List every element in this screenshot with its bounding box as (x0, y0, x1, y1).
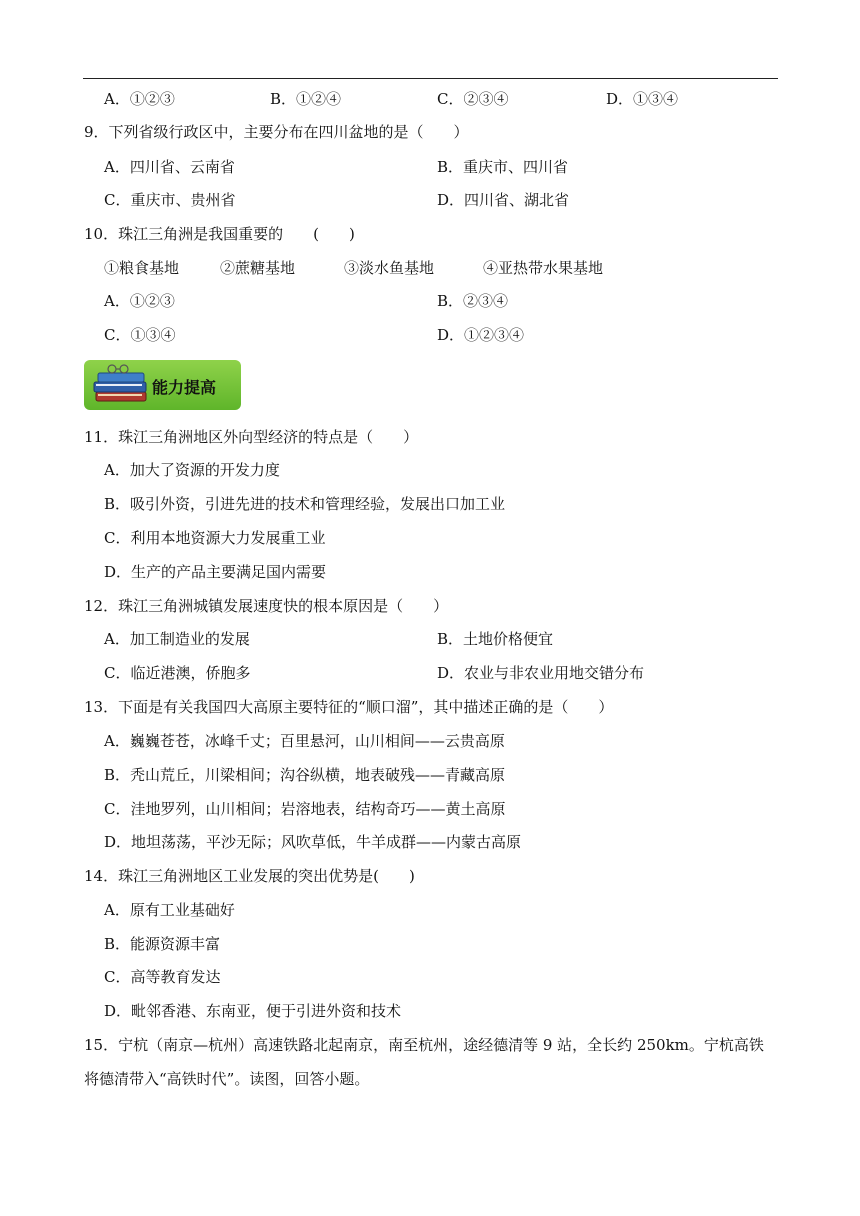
q10-option-c: C．①③④ (104, 326, 176, 344)
q12-option-d: D．农业与非农业用地交错分布 (437, 664, 645, 682)
q10-option-a: A．①②③ (104, 292, 175, 310)
q13-stem: 13．下面是有关我国四大高原主要特征的“顺口溜”，其中描述正确的是（ ） (84, 698, 614, 716)
q13-option-b: B．秃山荒丘，川梁相间；沟谷纵横，地表破残——青藏高原 (104, 766, 506, 784)
q10-item-3: ③淡水鱼基地 (344, 259, 435, 277)
section-banner (84, 360, 241, 410)
q12-option-a: A．加工制造业的发展 (104, 630, 250, 648)
q14-option-d: D．毗邻香港、东南亚，便于引进外资和技术 (104, 1002, 402, 1020)
q10-item-1: ①粮食基地 (104, 259, 180, 277)
q11-stem: 11．珠江三角洲地区外向型经济的特点是（ ） (84, 428, 419, 446)
q8-option-c: C．②③④ (437, 90, 509, 108)
header-rule (83, 78, 778, 79)
q9-option-a: A．四川省、云南省 (104, 158, 235, 176)
q12-option-b: B．土地价格便宜 (437, 630, 554, 648)
section-title: 能力提高 (152, 378, 217, 397)
q10-stem: 10．珠江三角洲是我国重要的 ( ) (84, 225, 355, 243)
q12-stem: 12．珠江三角洲城镇发展速度快的根本原因是（ ） (84, 597, 449, 615)
q9-option-d: D．四川省、湖北省 (437, 191, 570, 209)
q14-option-c: C．高等教育发达 (104, 968, 221, 986)
q13-option-d: D．地坦荡荡，平沙无际；风吹草低，牛羊成群——内蒙古高原 (104, 833, 522, 851)
q9-option-c: C．重庆市、贵州省 (104, 191, 236, 209)
q10-item-2: ②蔗糖基地 (220, 259, 296, 277)
q10-item-4: ④亚热带水果基地 (483, 259, 604, 277)
q14-stem: 14．珠江三角洲地区工业发展的突出优势是( ) (84, 867, 415, 885)
q10-option-b: B．②③④ (437, 292, 509, 310)
q15-stem-line1: 15．宁杭（南京—杭州）高速铁路北起南京，南至杭州，途经德清等 9 站，全长约 250km。宁杭高铁 (84, 1036, 764, 1054)
q14-option-a: A．原有工业基础好 (104, 901, 235, 919)
q12-option-c: C．临近港澳，侨胞多 (104, 664, 251, 682)
q14-option-b: B．能源资源丰富 (104, 935, 221, 953)
q10-option-d: D．①②③④ (437, 326, 525, 344)
q9-stem: 9．下列省级行政区中，主要分布在四川盆地的是（ ） (84, 123, 469, 141)
q9-option-b: B．重庆市、四川省 (437, 158, 569, 176)
books-icon (92, 362, 152, 408)
q8-option-b: B．①②④ (270, 90, 342, 108)
q11-option-b: B．吸引外资，引进先进的技术和管理经验，发展出口加工业 (104, 495, 506, 513)
q11-option-c: C．利用本地资源大力发展重工业 (104, 529, 326, 547)
q11-option-a: A．加大了资源的开发力度 (104, 461, 280, 479)
q8-option-d: D．①③④ (606, 90, 679, 108)
q13-option-a: A．巍巍苍苍，冰峰千丈；百里悬河，山川相间——云贵高原 (104, 732, 505, 750)
q13-option-c: C．洼地罗列，山川相间；岩溶地表，结构奇巧——黄土高原 (104, 800, 506, 818)
q15-stem-line2: 将德清带入“高铁时代”。读图，回答小题。 (84, 1070, 370, 1088)
q11-option-d: D．生产的产品主要满足国内需要 (104, 563, 327, 581)
q8-option-a: A．①②③ (104, 90, 175, 108)
